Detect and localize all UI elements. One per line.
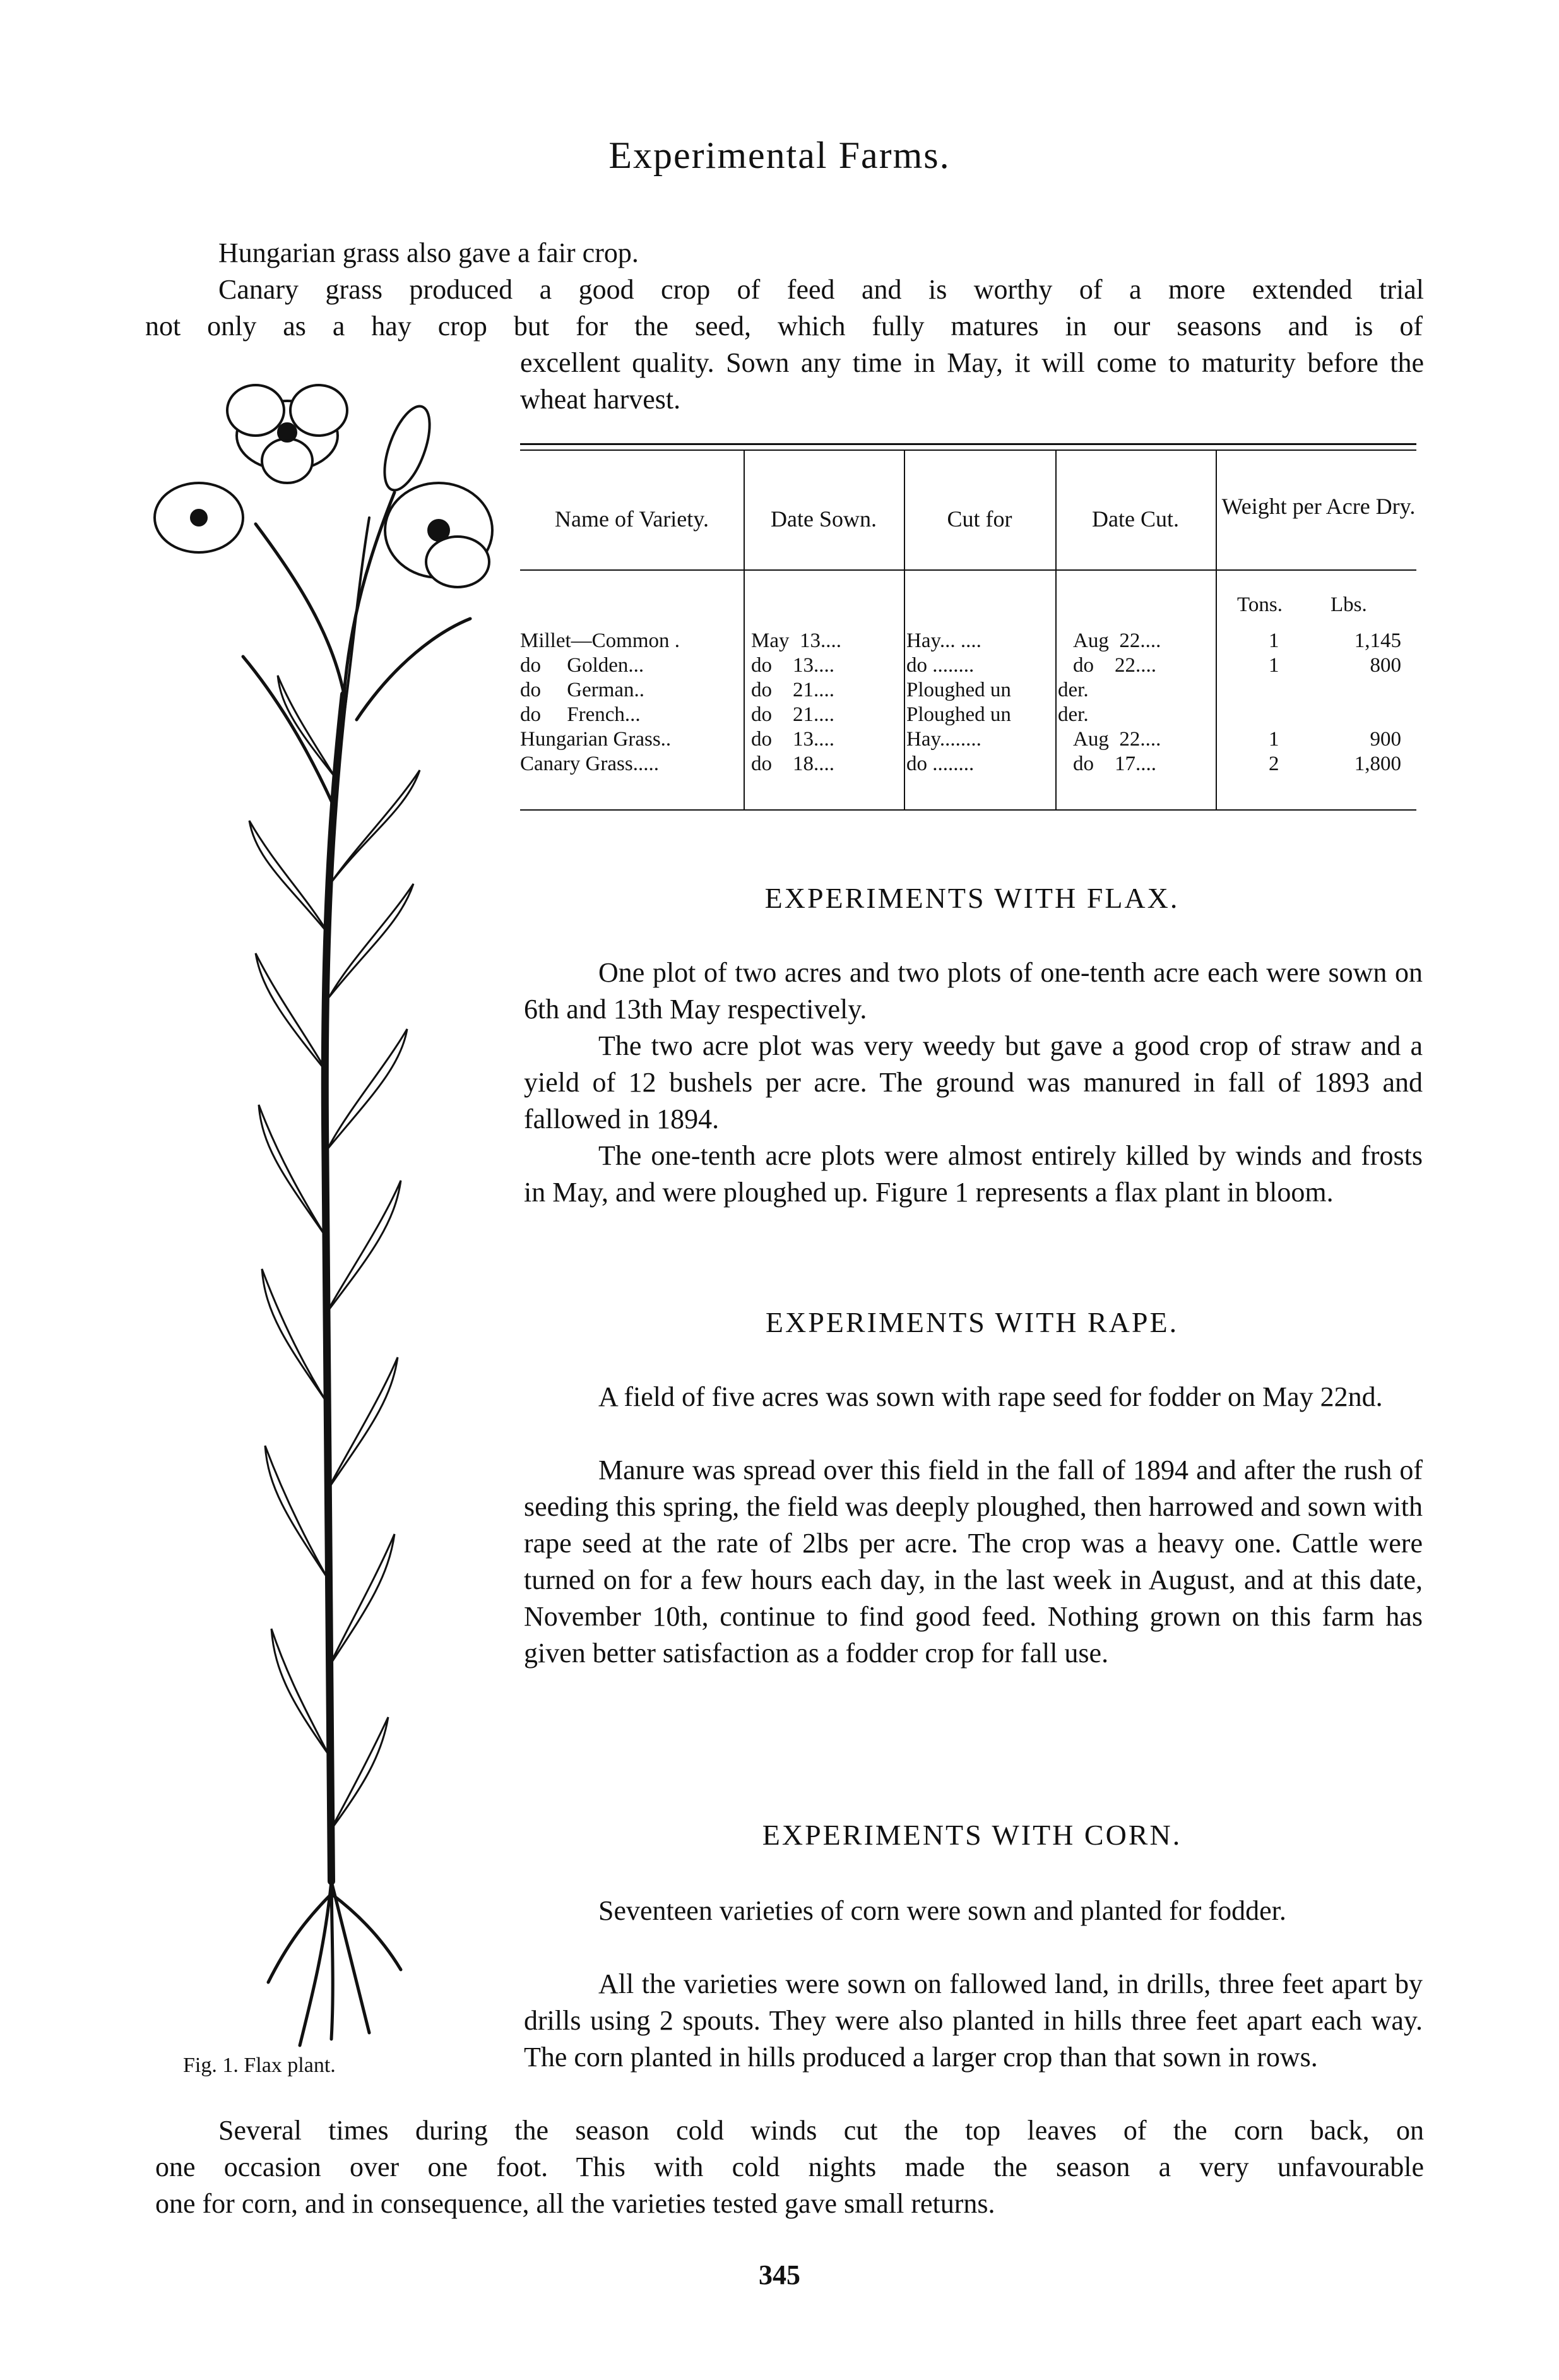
figure-caption: Fig. 1. Flax plant. bbox=[183, 2054, 336, 2077]
flax-paragraph-2: The two acre plot was very weedy but gave a good crop of straw and a yield of 12 bushels per acre. The ground was manured in fall of 1893 and fallowed in 1894. bbox=[524, 1030, 1423, 1134]
table-header-date-sown: Date Sown. bbox=[771, 506, 877, 532]
table-header-weight: Weight per Acre Dry. bbox=[1221, 494, 1416, 519]
table-cell-sown: do 18.... bbox=[751, 753, 834, 775]
table-header-variety: Name of Variety. bbox=[555, 506, 709, 532]
corn-heading: EXPERIMENTS WITH CORN. bbox=[762, 1819, 1182, 1851]
corn-paragraph-3-line-3: one for corn, and in consequence, all the varieties tested gave small returns. bbox=[155, 2188, 995, 2219]
corn-paragraph-1: Seventeen varieties of corn were sown and planted for fodder. bbox=[598, 1895, 1286, 1926]
table-cell-tons: 1 bbox=[1269, 629, 1279, 652]
table-cell-cut-for: Hay... .... bbox=[906, 629, 981, 652]
table-cell-date-cut: der. bbox=[1058, 703, 1089, 726]
table-cell-sown: do 21.... bbox=[751, 679, 834, 701]
table-cell-cut-for: do ........ bbox=[906, 654, 975, 677]
table-rule-header bbox=[520, 569, 1416, 571]
intro-paragraph-1: Hungarian grass also gave a fair crop. bbox=[218, 237, 639, 268]
table-cell-cut-for: Ploughed un bbox=[906, 703, 1011, 726]
table-rule-top-2 bbox=[520, 449, 1416, 451]
flax-heading: EXPERIMENTS WITH FLAX. bbox=[764, 882, 1180, 914]
page-number: 345 bbox=[759, 2259, 800, 2290]
table-col-divider bbox=[1055, 449, 1057, 809]
flax-plant-illustration bbox=[142, 366, 521, 2071]
table-cell-sown: do 21.... bbox=[751, 703, 834, 726]
corn-paragraph-3-line-1: Several times during the season cold winds cut the top leaves of the corn back, on bbox=[218, 2115, 1424, 2146]
rape-paragraph-1: A field of five acres was sown with rape seed for fodder on May 22nd. bbox=[598, 1381, 1383, 1412]
table-col-divider bbox=[744, 449, 745, 809]
table-rule-bottom bbox=[520, 809, 1416, 811]
table-cell-sown: do 13.... bbox=[751, 728, 834, 751]
table-cell-lbs: 1,145 bbox=[1354, 629, 1401, 652]
table-cell-date-cut: do 17.... bbox=[1073, 753, 1156, 775]
table-header-date-cut: Date Cut. bbox=[1092, 506, 1179, 532]
corn-paragraph-2: All the varieties were sown on fallowed land, in drills, three feet apart by drills using 2 spouts. They were also planted in hills three feet apart each way. The corn planted in hills produced a larger crop than that sown in rows. bbox=[524, 1968, 1423, 2073]
table-cell-lbs: 1,800 bbox=[1354, 753, 1401, 775]
corn-paragraph-3-line-2: one occasion over one foot. This with cold nights made the season a very unfavourable bbox=[155, 2151, 1424, 2182]
rape-heading: EXPERIMENTS WITH RAPE. bbox=[765, 1306, 1179, 1338]
table-cell-cut-for: Ploughed un bbox=[906, 679, 1011, 701]
table-header-cut-for: Cut for bbox=[947, 506, 1012, 532]
table-cell-tons: 2 bbox=[1269, 753, 1279, 775]
table-cell-tons: 1 bbox=[1269, 728, 1279, 751]
table-cell-date-cut: Aug 22.... bbox=[1073, 629, 1161, 652]
table-cell-name: do French... bbox=[520, 703, 641, 726]
table-cell-date-cut: do 22.... bbox=[1073, 654, 1156, 677]
table-rule-top bbox=[520, 443, 1416, 445]
table-cell-name: do German.. bbox=[520, 679, 645, 701]
table-col-divider bbox=[904, 449, 905, 809]
table-cell-date-cut: der. bbox=[1058, 679, 1089, 701]
table-cell-lbs: 900 bbox=[1370, 728, 1401, 751]
intro-paragraph-2-line-2: not only as a hay crop but for the seed, which fully matures in our seasons and is of bbox=[145, 311, 1423, 342]
table-subheader-tons: Tons. bbox=[1237, 593, 1283, 616]
table-col-divider bbox=[1216, 449, 1217, 809]
intro-paragraph-2-rest: excellent quality. Sown any time in May, it will come to maturity before the wheat harvest. bbox=[520, 347, 1424, 415]
table-cell-sown: May 13.... bbox=[751, 629, 841, 652]
table-cell-sown: do 13.... bbox=[751, 654, 834, 677]
table-cell-name: Canary Grass..... bbox=[520, 753, 659, 775]
table-cell-lbs: 800 bbox=[1370, 654, 1401, 677]
table-cell-name: do Golden... bbox=[520, 654, 644, 677]
table-cell-name: Hungarian Grass.. bbox=[520, 728, 672, 751]
table-cell-cut-for: do ........ bbox=[906, 753, 975, 775]
rape-paragraph-2: Manure was spread over this field in the fall of 1894 and after the rush of seeding this spring, the field was deeply ploughed, then harrowed and sown with rape seed at the rate of 2lbs per acre. The crop was a heavy one. Cattle were turned on for a few hours each day, in the last week in August, and at this date, November 10th, continue to find good feed. Nothing grown on this farm has given better satisfaction as a fodder crop for fall use. bbox=[524, 1455, 1423, 1669]
running-head: Experimental Farms. bbox=[608, 134, 951, 176]
table-cell-cut-for: Hay........ bbox=[906, 728, 981, 751]
table-cell-tons: 1 bbox=[1269, 654, 1279, 677]
table-cell-date-cut: Aug 22.... bbox=[1073, 728, 1161, 751]
flax-paragraph-3: The one-tenth acre plots were almost entirely killed by winds and frosts in May, and were ploughed up. Figure 1 represents a flax plant in bloom. bbox=[524, 1140, 1423, 1208]
table-subheader-lbs: Lbs. bbox=[1331, 593, 1367, 616]
table-cell-name: Millet—Common . bbox=[520, 629, 680, 652]
intro-paragraph-2-line-1: Canary grass produced a good crop of feed and is worthy of a more extended trial bbox=[218, 274, 1424, 305]
flax-paragraph-1: One plot of two acres and two plots of one-tenth acre each were sown on 6th and 13th May respectively. bbox=[524, 957, 1423, 1025]
